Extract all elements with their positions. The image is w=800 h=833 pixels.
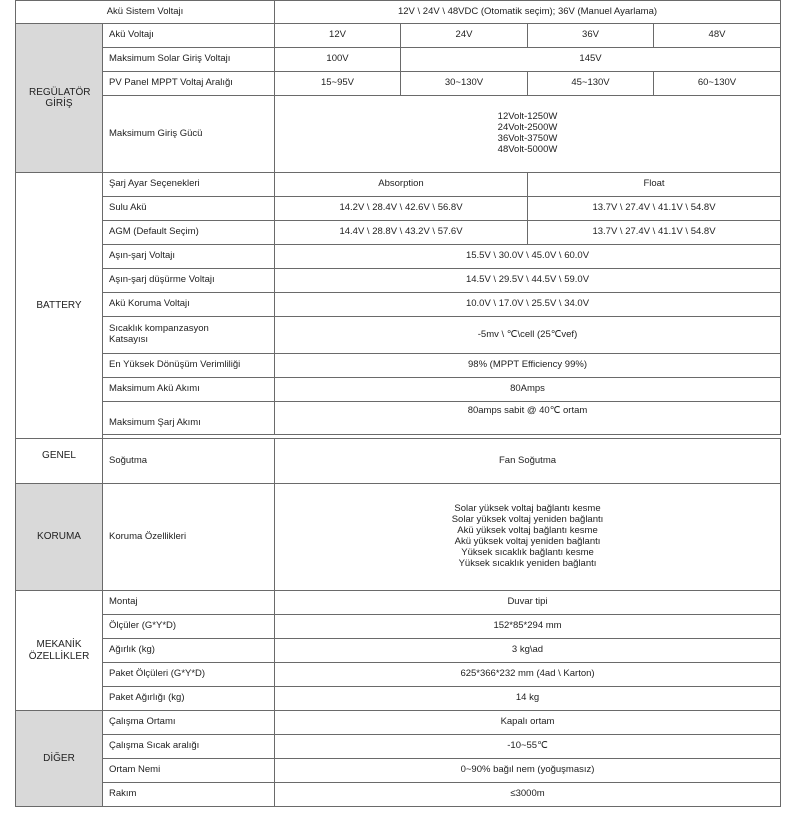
protection-features-label: Koruma Özellikleri [103, 484, 275, 591]
dimensions-label: Ölçüler (G*Y*D) [103, 615, 275, 639]
row-mppt-range [16, 72, 781, 96]
protection-feature-6: Yüksek sıcaklık yeniden bağlantı [458, 557, 597, 569]
row-humidity [16, 759, 781, 783]
max-battery-current-label: Maksimum Akü Akımı [103, 378, 275, 402]
row-agm [16, 221, 781, 245]
row-mounting [16, 591, 781, 615]
category-regulator [16, 24, 103, 173]
temp-comp-label [103, 317, 275, 354]
overcharge-drop-value: 14.5V \ 29.5V \ 44.5V \ 59.0V [275, 269, 781, 293]
flooded-label: Sulu Akü [103, 197, 275, 221]
system-voltage-value: 12V \ 24V \ 48VDC (Otomatik seçim); 36V (Manuel Ayarlama) [275, 1, 781, 24]
row-temp-range [16, 735, 781, 759]
category-general: GENEL [16, 439, 103, 484]
efficiency-label: En Yüksek Dönüşüm Verimliliği [103, 354, 275, 378]
row-cooling [16, 439, 781, 484]
overcharge-label: Aşın-şarj Voltajı [103, 245, 275, 269]
row-flooded [16, 197, 781, 221]
row-max-solar-input [16, 48, 781, 72]
row-altitude [16, 783, 781, 807]
category-mechanical-line1: MEKANİK [36, 639, 82, 650]
category-mechanical [16, 591, 103, 711]
temp-comp-value: -5mv \ ℃\cell (25℃vef) [275, 317, 781, 354]
weight-value: 3 kg\ad [275, 639, 781, 663]
max-solar-input-other: 145V [401, 48, 781, 72]
charge-options-label: Şarj Ayar Seçenekleri [103, 173, 275, 197]
charge-options-float: Float [528, 173, 781, 197]
temp-comp-label-line1: Sıcaklık kompanzasyon [109, 323, 209, 335]
overcharge-value: 15.5V \ 30.0V \ 45.0V \ 60.0V [275, 245, 781, 269]
altitude-value: ≤3000m [275, 783, 781, 807]
protection-voltage-value: 10.0V \ 17.0V \ 25.5V \ 34.0V [275, 293, 781, 317]
max-solar-input-12: 100V [275, 48, 401, 72]
protection-feature-1: Solar yüksek voltaj bağlantı kesme [454, 503, 601, 515]
row-charge-options [16, 173, 781, 197]
max-input-power-48: 48Volt-5000W [497, 143, 558, 155]
category-protection: KORUMA [16, 484, 103, 591]
row-battery-voltage [16, 24, 781, 48]
mounting-value: Duvar tipi [275, 591, 781, 615]
mppt-range-12: 15~95V [275, 72, 401, 96]
category-regulator-label: REGÜLATÖR GİRİŞ [29, 86, 91, 109]
protection-feature-2: Solar yüksek voltaj yeniden bağlantı [451, 514, 604, 526]
row-max-charge-current [16, 402, 781, 435]
flooded-float: 13.7V \ 27.4V \ 41.1V \ 54.8V [528, 197, 781, 221]
mppt-range-24: 30~130V [401, 72, 528, 96]
protection-feature-5: Yüksek sıcaklık bağlantı kesme [461, 546, 594, 558]
max-input-power-36: 36Volt-3750W [497, 133, 558, 144]
mppt-range-label: PV Panel MPPT Voltaj Aralığı [103, 72, 275, 96]
environment-label: Çalışma Ortamı [103, 711, 275, 735]
package-weight-value: 14 kg [275, 687, 781, 711]
battery-voltage-48: 48V [654, 24, 781, 48]
package-dimensions-value: 625*366*232 mm (4ad \ Karton) [275, 663, 781, 687]
category-mechanical-line2: ÖZELLİKLER [28, 650, 90, 662]
protection-feature-4: Akü yüksek voltaj yeniden bağlantı [454, 536, 601, 547]
flooded-absorption: 14.2V \ 28.4V \ 42.6V \ 56.8V [275, 197, 528, 221]
package-weight-label: Paket Ağırlığı (kg) [103, 687, 275, 711]
row-protection-features [16, 484, 781, 591]
row-package-weight [16, 687, 781, 711]
mppt-range-48: 60~130V [654, 72, 781, 96]
row-max-battery-current [16, 378, 781, 402]
row-dimensions [16, 615, 781, 639]
agm-label: AGM (Default Seçim) [103, 221, 275, 245]
system-voltage-label: Akü Sistem Voltajı [16, 1, 275, 24]
overcharge-drop-label: Aşın-şarj düşürme Voltajı [103, 269, 275, 293]
category-battery: BATTERY [16, 173, 103, 439]
weight-label: Ağırlık (kg) [103, 639, 275, 663]
row-environment [16, 711, 781, 735]
efficiency-value: 98% (MPPT Efficiency 99%) [275, 354, 781, 378]
max-charge-current-value: 80amps sabit @ 40℃ ortam [275, 402, 781, 435]
environment-value: Kapalı ortam [275, 711, 781, 735]
dimensions-value: 152*85*294 mm [275, 615, 781, 639]
max-input-power-label: Maksimum Giriş Gücü [103, 96, 275, 173]
humidity-value: 0~90% bağıl nem (yoğuşmasız) [275, 759, 781, 783]
max-solar-input-label: Maksimum Solar Giriş Voltajı [103, 48, 275, 72]
cooling-value: Fan Soğutma [275, 439, 781, 484]
row-weight [16, 639, 781, 663]
battery-voltage-12: 12V [275, 24, 401, 48]
charge-options-absorption: Absorption [275, 173, 528, 197]
mounting-label: Montaj [103, 591, 275, 615]
row-overcharge [16, 245, 781, 269]
category-other: DİĞER [16, 711, 103, 807]
package-dimensions-label: Paket Ölçüleri (G*Y*D) [103, 663, 275, 687]
max-input-power-values [275, 96, 781, 173]
max-input-power-24: 24Volt-2500W [497, 122, 558, 134]
altitude-label: Rakım [103, 783, 275, 807]
protection-feature-3: Akü yüksek voltaj bağlantı kesme [457, 525, 598, 537]
temp-range-label: Çalışma Sıcak aralığı [103, 735, 275, 759]
row-system-voltage [16, 1, 781, 24]
row-temp-comp [16, 317, 781, 354]
row-protection-voltage [16, 293, 781, 317]
protection-features-values [275, 484, 781, 591]
agm-float: 13.7V \ 27.4V \ 41.1V \ 54.8V [528, 221, 781, 245]
max-input-power-12: 12Volt-1250W [497, 111, 558, 123]
row-max-input-power [16, 96, 781, 173]
battery-voltage-24: 24V [401, 24, 528, 48]
humidity-label: Ortam Nemi [103, 759, 275, 783]
spec-table [15, 0, 781, 807]
max-battery-current-value: 80Amps [275, 378, 781, 402]
battery-voltage-36: 36V [528, 24, 654, 48]
battery-voltage-label: Akü Voltajı [103, 24, 275, 48]
row-package-dimensions [16, 663, 781, 687]
agm-absorption: 14.4V \ 28.8V \ 43.2V \ 57.6V [275, 221, 528, 245]
row-overcharge-drop [16, 269, 781, 293]
mppt-range-36: 45~130V [528, 72, 654, 96]
max-charge-current-label: Maksimum Şarj Akımı [103, 402, 275, 435]
temp-comp-label-line2: Katsayısı [109, 334, 149, 345]
cooling-label: Soğutma [103, 439, 275, 484]
row-efficiency [16, 354, 781, 378]
temp-range-value: -10~55℃ [275, 735, 781, 759]
protection-voltage-label: Akü Koruma Voltajı [103, 293, 275, 317]
